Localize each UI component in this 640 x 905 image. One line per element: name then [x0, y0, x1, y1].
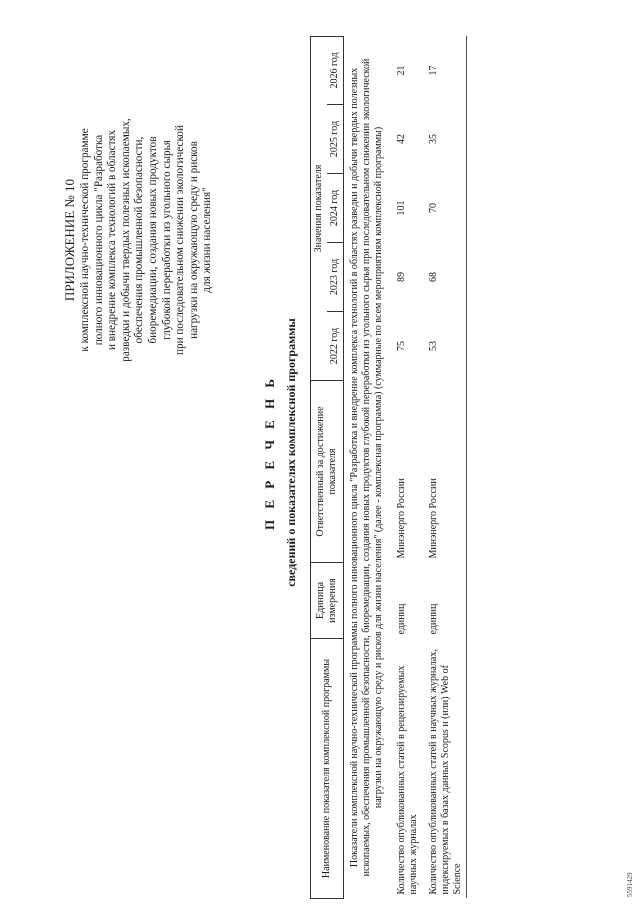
indicator-value: 35: [422, 105, 467, 174]
appendix-line: и внедрение комплекса технологий в областях: [106, 129, 119, 351]
indicator-value: 17: [422, 36, 467, 104]
indicator-value: 75: [396, 341, 407, 351]
header-values-span: Значения показателя: [311, 36, 328, 380]
appendix-line: к комплексной научно-технической программе: [79, 128, 91, 352]
appendix-block: [62, 20, 215, 460]
appendix-line: биоремедиации, создания новых продуктов: [146, 136, 159, 344]
indicator-name: Количество опубликованных статей в рецензируемых научных журналах: [396, 665, 419, 895]
indicator-responsible: Минэнерго России: [396, 478, 407, 559]
indicator-value: 42: [396, 134, 407, 144]
table-header-row: [311, 36, 328, 898]
appendix-line: для жизни населения": [201, 187, 214, 293]
header-unit: Единица измерения: [311, 563, 344, 639]
indicator-name: Количество опубликованных статей в научных журналах, индексируемых в базах данных Scopus и (или) Web of Science: [422, 639, 467, 899]
indicator-responsible: Минэнерго России: [422, 381, 467, 563]
header-year: 2023 год: [327, 243, 344, 312]
indicator-value: 21: [396, 65, 407, 76]
appendix-line: глубокой переработки из угольного сырья: [160, 140, 173, 340]
section-title: Показатели комплексной научно-технической программы полного инновационного цикла "Разработка и внедрение комплекса технологий в областях разведки и добычи твердых полезных ископаемых, обеспечения промышленной безопасности, биоремедиации, создания новых продуктов глубокой переработки из угольного сырья при последовательном снижении экологической нагрузки на окружающую среду и рисков для жизни населения" (далее - комплексная программа) (суммарные по всем мероприятиям комплексной программы): [349, 58, 384, 877]
indicator-value: 101: [396, 200, 407, 216]
header-year: 2022 год: [327, 312, 344, 381]
header-responsible: Ответственный за достижение показателя: [311, 381, 344, 563]
appendix-line: при последовательном снижении экологической: [174, 125, 187, 355]
header-year: 2025 год: [327, 105, 344, 174]
appendix-title: ПРИЛОЖЕНИЕ № 10: [62, 178, 77, 302]
header-year: 2026 год: [327, 36, 344, 104]
section-row: [344, 36, 391, 898]
appendix-line: разведки и добычи твердых полезных ископаемых,: [119, 118, 132, 362]
table-row: [390, 36, 422, 898]
appendix-line: обеспечения промышленной безопасности,: [133, 136, 146, 344]
indicator-unit: единиц: [422, 563, 467, 639]
table-row: [422, 36, 467, 898]
appendix-line: полного инновационного цикла "Разработка: [92, 134, 105, 346]
indicators-table: [310, 36, 467, 899]
appendix-line: нагрузки на окружающую среду и рисков: [187, 141, 200, 339]
document-heading: П Е Р Е Ч Е Н Ь: [262, 374, 277, 531]
document-id: 5591429: [626, 872, 634, 897]
document-subheading: сведений о показателях комплексной программы: [284, 318, 298, 587]
indicator-value: 53: [422, 312, 467, 381]
header-name: Наименование показателя комплексной программы: [311, 639, 344, 899]
indicator-value: 89: [396, 272, 407, 282]
header-year: 2024 год: [327, 174, 344, 243]
indicator-unit: единиц: [396, 603, 407, 635]
indicator-value: 70: [422, 174, 467, 243]
indicator-value: 68: [422, 243, 467, 312]
